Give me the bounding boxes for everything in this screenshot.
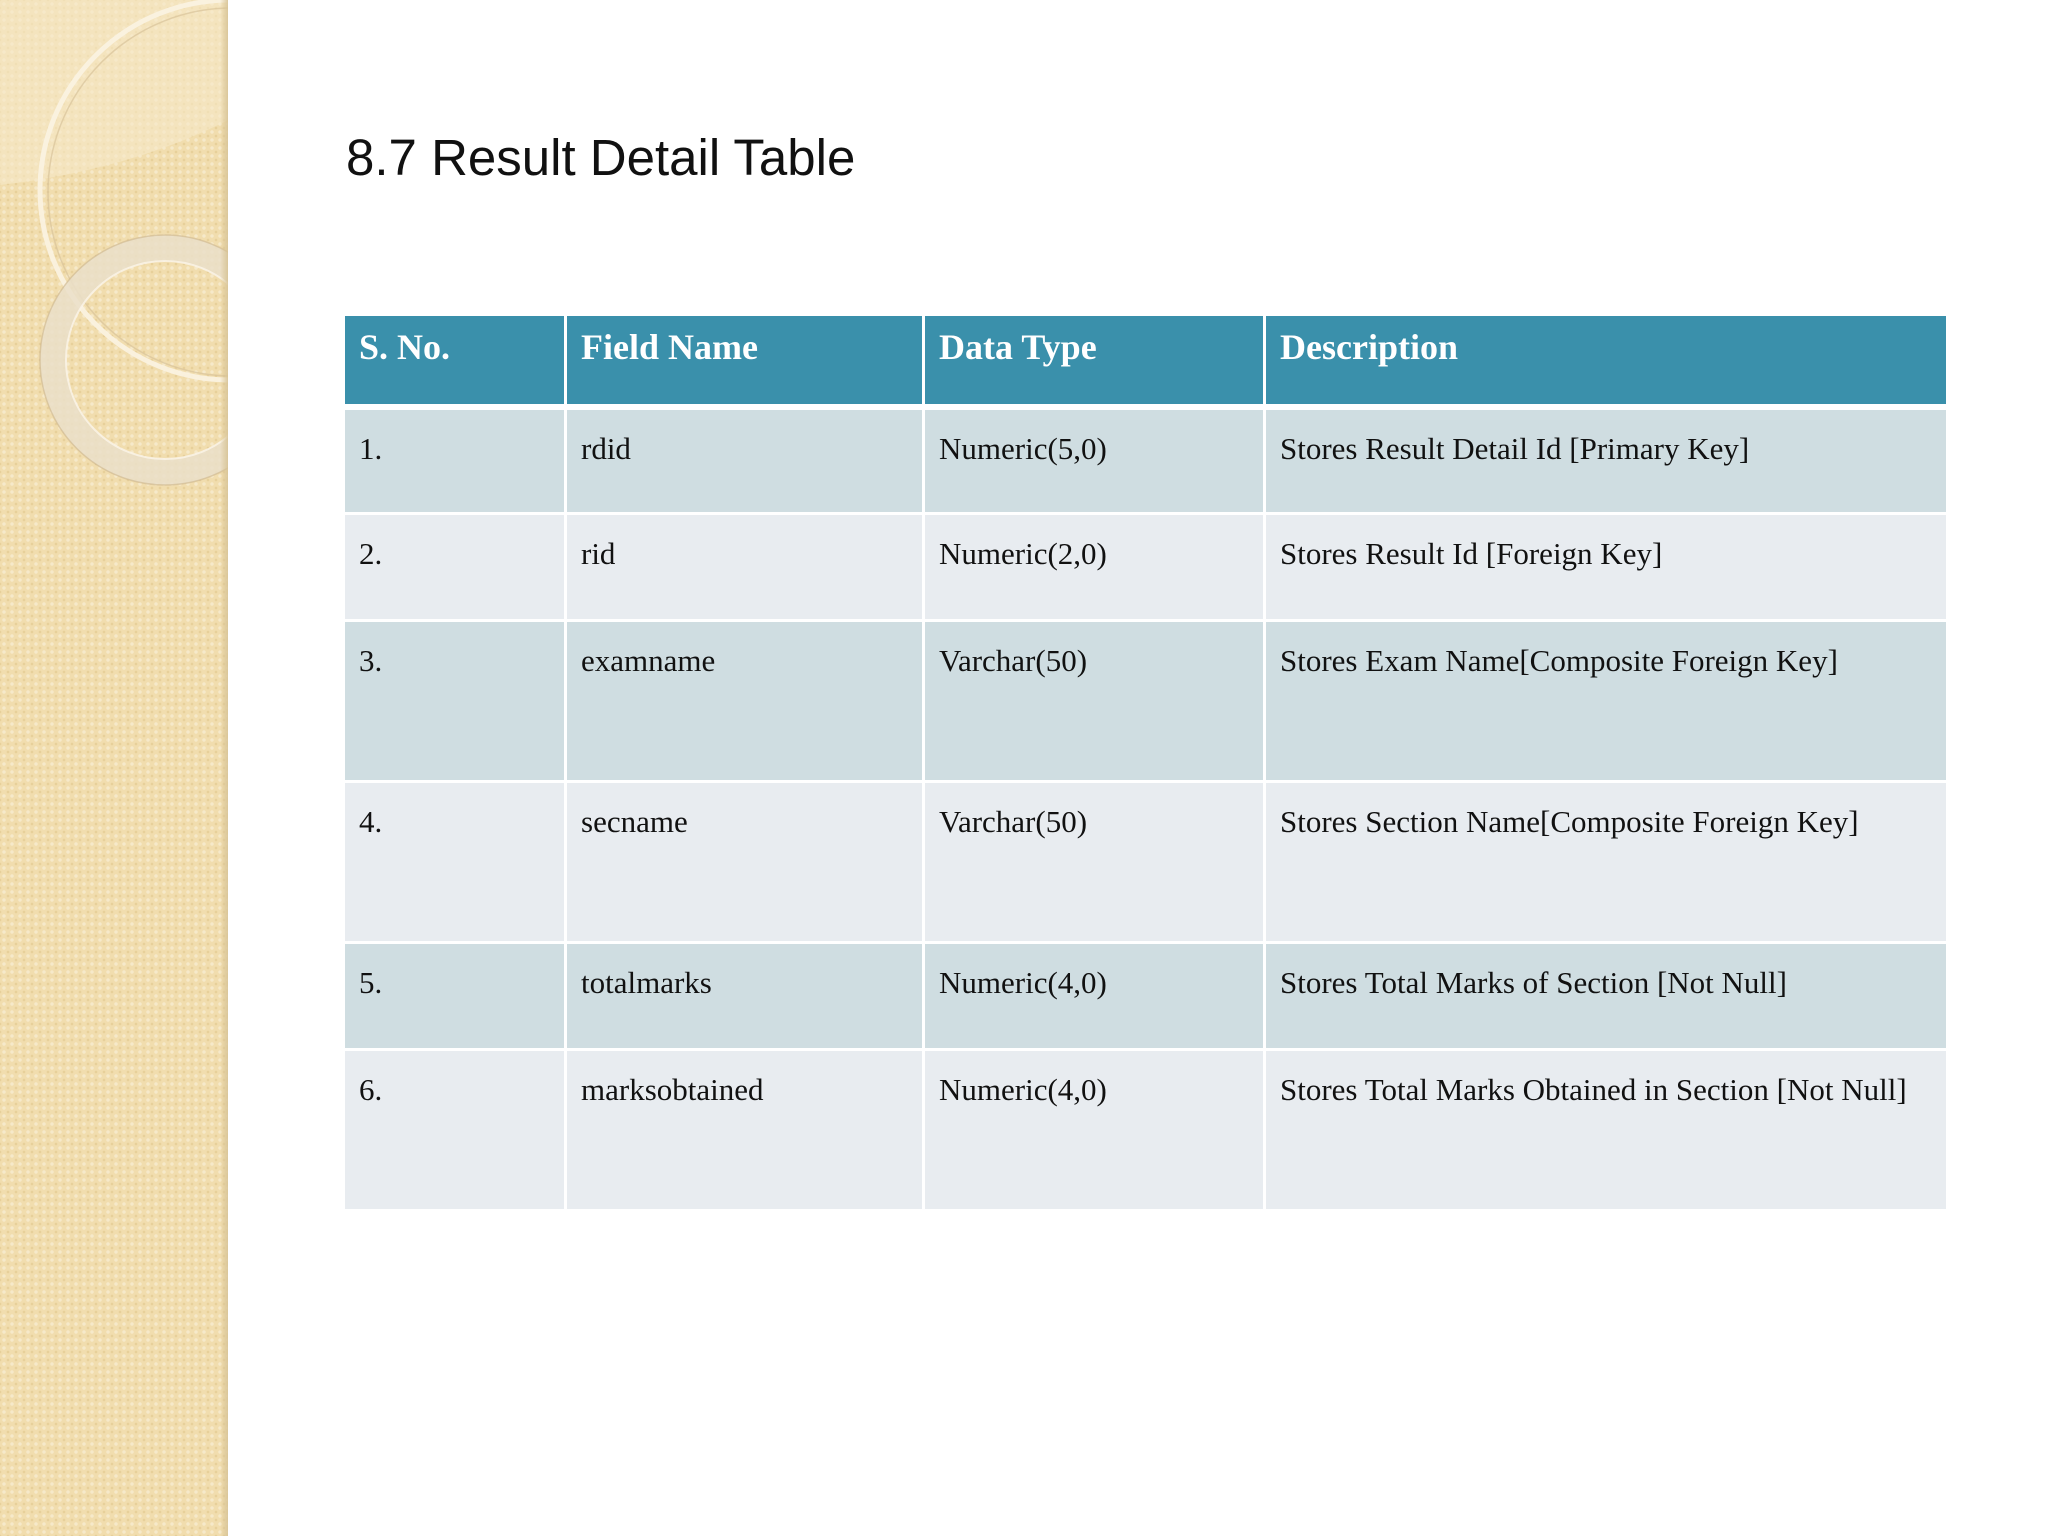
cell-data-type: Numeric(2,0) (924, 514, 1265, 621)
header-field-name: Field Name (566, 315, 924, 407)
cell-serial-no: 1. (344, 407, 566, 514)
table-row (344, 943, 1948, 1050)
cell-data-type: Numeric(5,0) (924, 407, 1265, 514)
cell-field-name: marksobtained (566, 1050, 924, 1211)
cell-field-name: totalmarks (566, 943, 924, 1050)
cell-description: Stores Total Marks Obtained in Section [Not Null] (1265, 1050, 1948, 1211)
decorative-circles-icon (0, 0, 228, 520)
cell-description: Stores Section Name[Composite Foreign Key] (1265, 782, 1948, 943)
cell-serial-no: 6. (344, 1050, 566, 1211)
table-row (344, 407, 1948, 514)
cell-serial-no: 4. (344, 782, 566, 943)
table-header-row (344, 315, 1948, 407)
cell-field-name: rid (566, 514, 924, 621)
cell-data-type: Varchar(50) (924, 621, 1265, 782)
cell-data-type: Numeric(4,0) (924, 1050, 1265, 1211)
cell-description: Stores Total Marks of Section [Not Null] (1265, 943, 1948, 1050)
cell-serial-no: 2. (344, 514, 566, 621)
header-serial-no: S. No. (344, 315, 566, 407)
table-row (344, 782, 1948, 943)
cell-description: Stores Result Detail Id [Primary Key] (1265, 407, 1948, 514)
header-description: Description (1265, 315, 1948, 407)
cell-serial-no: 5. (344, 943, 566, 1050)
decorative-side-strip (0, 0, 228, 1536)
cell-field-name: rdid (566, 407, 924, 514)
cell-field-name: examname (566, 621, 924, 782)
slide-title: 8.7 Result Detail Table (346, 129, 856, 186)
cell-serial-no: 3. (344, 621, 566, 782)
cell-description: Stores Exam Name[Composite Foreign Key] (1265, 621, 1948, 782)
table-row (344, 514, 1948, 621)
table-row (344, 621, 1948, 782)
table-row (344, 1050, 1948, 1211)
header-data-type: Data Type (924, 315, 1265, 407)
cell-data-type: Varchar(50) (924, 782, 1265, 943)
result-detail-table (342, 313, 1949, 1212)
cell-data-type: Numeric(4,0) (924, 943, 1265, 1050)
cell-field-name: secname (566, 782, 924, 943)
cell-description: Stores Result Id [Foreign Key] (1265, 514, 1948, 621)
